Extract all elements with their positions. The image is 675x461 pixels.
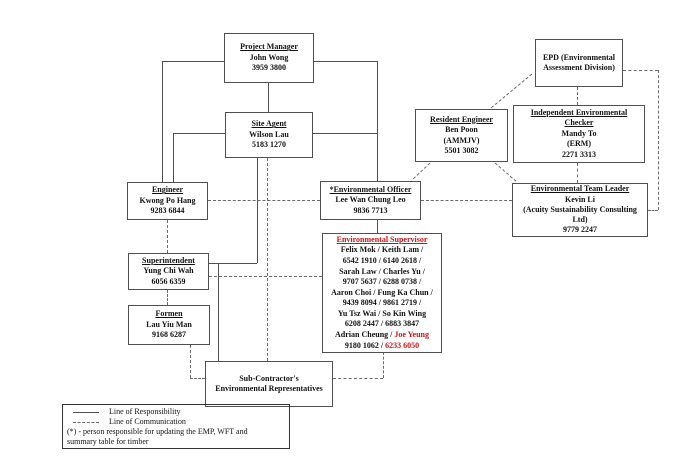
node-title: Environmental Supervisor: [336, 234, 428, 244]
node-site-agent: [225, 112, 313, 158]
connector-pm-siteagent: [268, 83, 269, 112]
dashed-epd-right: [623, 70, 658, 71]
node-phone: 2271 3313: [562, 149, 596, 159]
legend-communication: [67, 417, 285, 427]
node-formen: [128, 305, 210, 345]
node-team-leader: [512, 183, 648, 237]
dashed-sa-subcontractor: [267, 158, 268, 361]
dashed-epd-teamleader-vert: [658, 70, 659, 210]
node-superintendent: [128, 253, 209, 290]
connector-sa-right: [313, 133, 377, 134]
node-line: Sarah Law / Charles Yu /: [339, 266, 425, 276]
node-title: Resident Engineer: [430, 114, 493, 124]
node-title: Checker: [564, 118, 594, 128]
node-org: (Acuity Sustainability Consulting: [523, 204, 637, 214]
node-title: Environmental Team Leader: [530, 184, 630, 194]
node-title: Project Manager: [240, 42, 298, 52]
node-person: Lau Yiu Man: [146, 319, 192, 329]
node-title: Engineer: [151, 185, 184, 195]
node-phone: 9168 6287: [152, 330, 186, 340]
node-line: Felix Mok / Keith Lam /: [340, 245, 424, 255]
connector-sa-left: [173, 133, 225, 134]
node-person: Kwong Po Hang: [139, 195, 196, 205]
node-line: Environmental Representatives: [215, 384, 323, 393]
node-line: Assessment Division): [543, 63, 615, 72]
node-phone: 9836 7713: [353, 205, 388, 215]
legend-responsibility: [67, 407, 285, 417]
phone-red: 6233 6050: [385, 340, 420, 350]
node-epd: [535, 39, 623, 87]
node-title: Independent Environmental: [530, 107, 628, 117]
node-person: Wilson Lau: [249, 129, 289, 139]
node-person: Yung Chi Wah: [143, 266, 194, 276]
node-line: 6542 1910 / 6140 2618 /: [342, 255, 422, 265]
node-title: *Environmental Officer: [329, 184, 412, 194]
dashed-engineer-superintendent: [167, 220, 168, 253]
node-line: Yu Tsz Wai / So Kin Wing: [337, 308, 427, 318]
dashed-eo-teamleader: [421, 200, 512, 201]
connector-to-superintendent: [208, 263, 257, 264]
node-line: [335, 330, 429, 341]
node-line: 9439 8094 / 9861 2719 /: [342, 298, 422, 308]
name-red: Joe Yeung: [394, 330, 429, 340]
connector-pm-engineer: [162, 61, 163, 182]
node-line: [345, 341, 419, 352]
dashed-formen-down: [190, 345, 191, 378]
legend-label: Line of Responsibility: [109, 407, 181, 416]
node-title: Site Agent: [251, 119, 287, 129]
node-person: Kevin Li: [564, 194, 595, 204]
dashed-subcontractor-supervisor: [383, 352, 384, 378]
node-person: John Wong: [249, 52, 289, 62]
node-org: (AMMJV): [443, 135, 480, 145]
solid-line-swatch: [73, 412, 99, 413]
node-person: Mandy To: [561, 128, 597, 138]
legend-label: Line of Communication: [109, 417, 186, 426]
node-line: 6208 2447 / 6883 3847: [344, 319, 420, 329]
node-phone: 5501 3082: [444, 146, 479, 155]
node-phone: 3959 3800: [252, 63, 286, 73]
connector-pm-left: [162, 61, 224, 62]
connector-pm-right: [313, 61, 377, 62]
node-title: Superintendent: [142, 255, 195, 265]
node-org: (ERM): [567, 139, 591, 149]
node-person: Lee Wan Chung Leo: [335, 195, 406, 205]
legend: [62, 404, 290, 449]
dashed-subcontractor-right: [333, 378, 383, 379]
legend-note: (*) - person responsible for updating the EMP, WFT and: [67, 427, 248, 436]
node-phone: 9779 2247: [563, 225, 597, 235]
node-org: Ltd): [572, 215, 588, 225]
dashed-engineer-eo: [208, 200, 320, 201]
node-sub-contractor: [205, 361, 333, 407]
node-phone: 9283 6844: [150, 206, 185, 216]
node-environmental-officer: [320, 181, 421, 220]
dashed-epd-teamleader-end: [648, 210, 658, 211]
node-line: 9707 5637 / 6288 0738 /: [342, 277, 422, 287]
node-independent-checker: [513, 105, 645, 163]
node-line: Aaron Choi / Fung Ka Chun /: [331, 287, 433, 297]
node-resident-engineer: [415, 109, 508, 162]
node-line: Sub-Contractor's: [239, 373, 299, 383]
node-environmental-supervisor: [322, 233, 442, 353]
node-engineer: [127, 182, 208, 220]
node-project-manager: [224, 33, 314, 83]
connector-down-to-eo: [377, 61, 378, 181]
name-black: Adrian Cheung /: [335, 330, 395, 340]
node-title: Formen: [155, 309, 183, 319]
connector-sa-engineer: [173, 133, 174, 182]
dashed-line-swatch: [73, 422, 99, 423]
legend-note: summary table for timber: [67, 437, 149, 446]
node-person: Ben Poon: [445, 125, 478, 134]
connector-to-subcontractor: [218, 263, 219, 361]
node-phone: 5183 1270: [252, 140, 286, 150]
connector-sa-down: [257, 158, 258, 263]
connector-eo-supervisor: [377, 220, 378, 233]
dashed-superintendent-supervisor: [209, 276, 322, 277]
node-phone: 6056 6359: [151, 276, 186, 286]
dashed-formen-subcontractor: [190, 378, 205, 379]
phone-black: 9180 1062 /: [344, 340, 386, 350]
dashed-epd-checker: [577, 87, 578, 105]
dashed-checker-teamleader: [577, 163, 578, 183]
node-line: EPD (Environmental: [542, 52, 616, 62]
dashed-superintendent-formen: [167, 290, 168, 305]
